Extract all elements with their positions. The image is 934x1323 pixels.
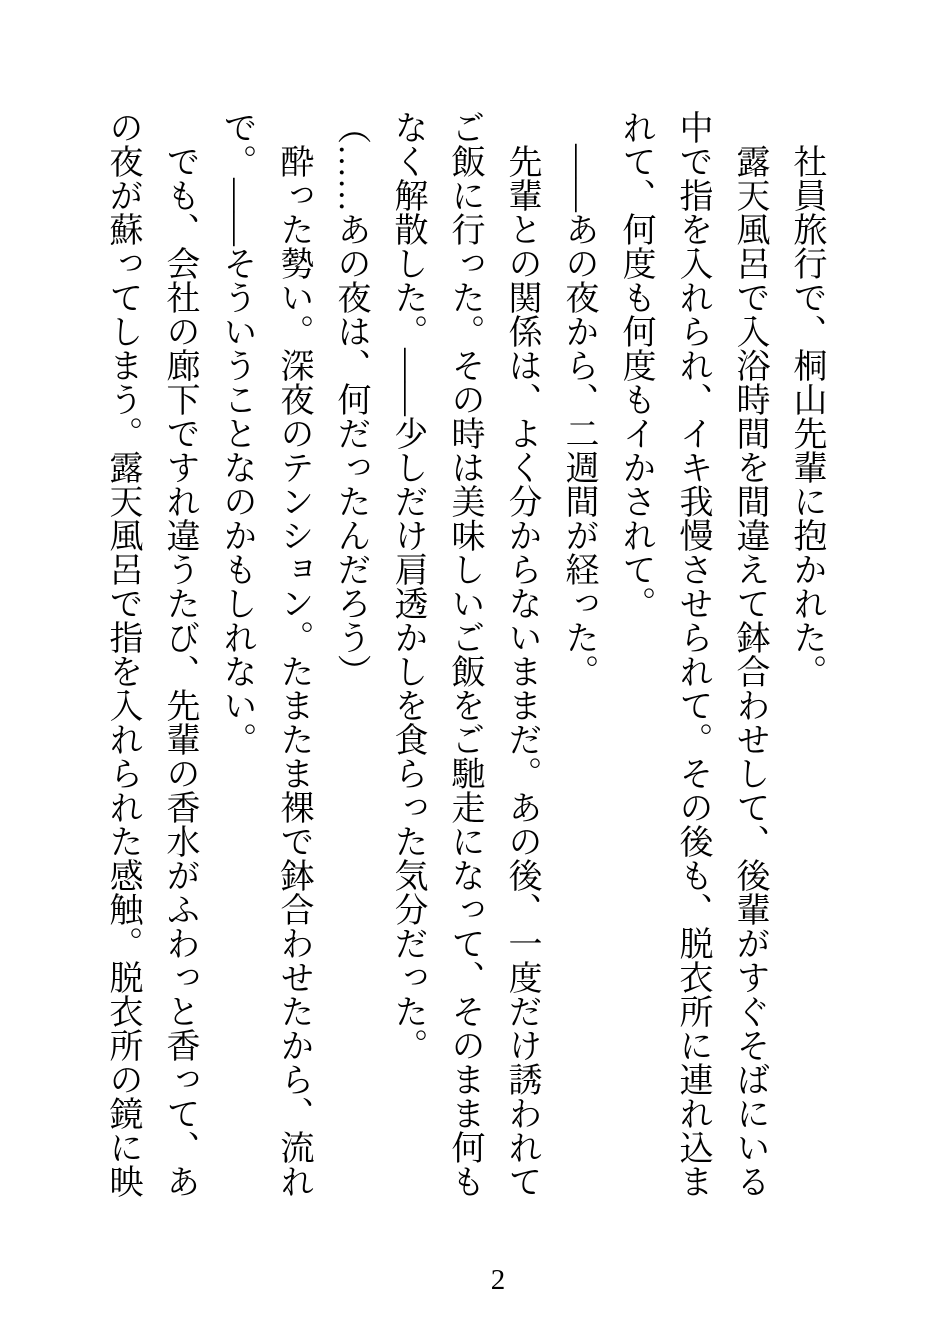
paragraph-2: 露天風呂で入浴時間を間違えて鉢合わせして、後輩がすぐそばにいる中で指を入れられ、イキ我慢させられて。その後も、脱衣所に連れ込まれて、何度も何度もイかされて。 (617, 110, 768, 1198)
page-number: 2 (490, 1264, 506, 1296)
paragraph-7: でも、会社の廊下ですれ違うたび、先輩の香水がふわっと香って、あの夜が蘇ってしまう。露天風呂で指を入れられた感触。脱衣所の鏡に映 (104, 110, 198, 1198)
paragraph-3: ――あの夜から、二週間が経った。 (560, 144, 597, 688)
vertical-text-block (94, 110, 835, 1210)
paragraph-4: 先輩との関係は、よく分からないままだ。あの後、一度だけ誘われてご飯に行った。その時は美味しいご飯をご馳走になって、そのまま何もなく解散した。――少しだけ肩透かしを食らった気分だった。 (389, 110, 540, 1198)
paragraph-1: 社員旅行で、桐山先輩に抱かれた。 (788, 144, 825, 688)
paragraph-5-monologue: （……あの夜は、何だったんだろう） (332, 110, 369, 688)
paragraph-6: 酔った勢い。深夜のテンション。たまたま裸で鉢合わせたから、流れで。――そういうことなのかもしれない。 (218, 110, 312, 1198)
